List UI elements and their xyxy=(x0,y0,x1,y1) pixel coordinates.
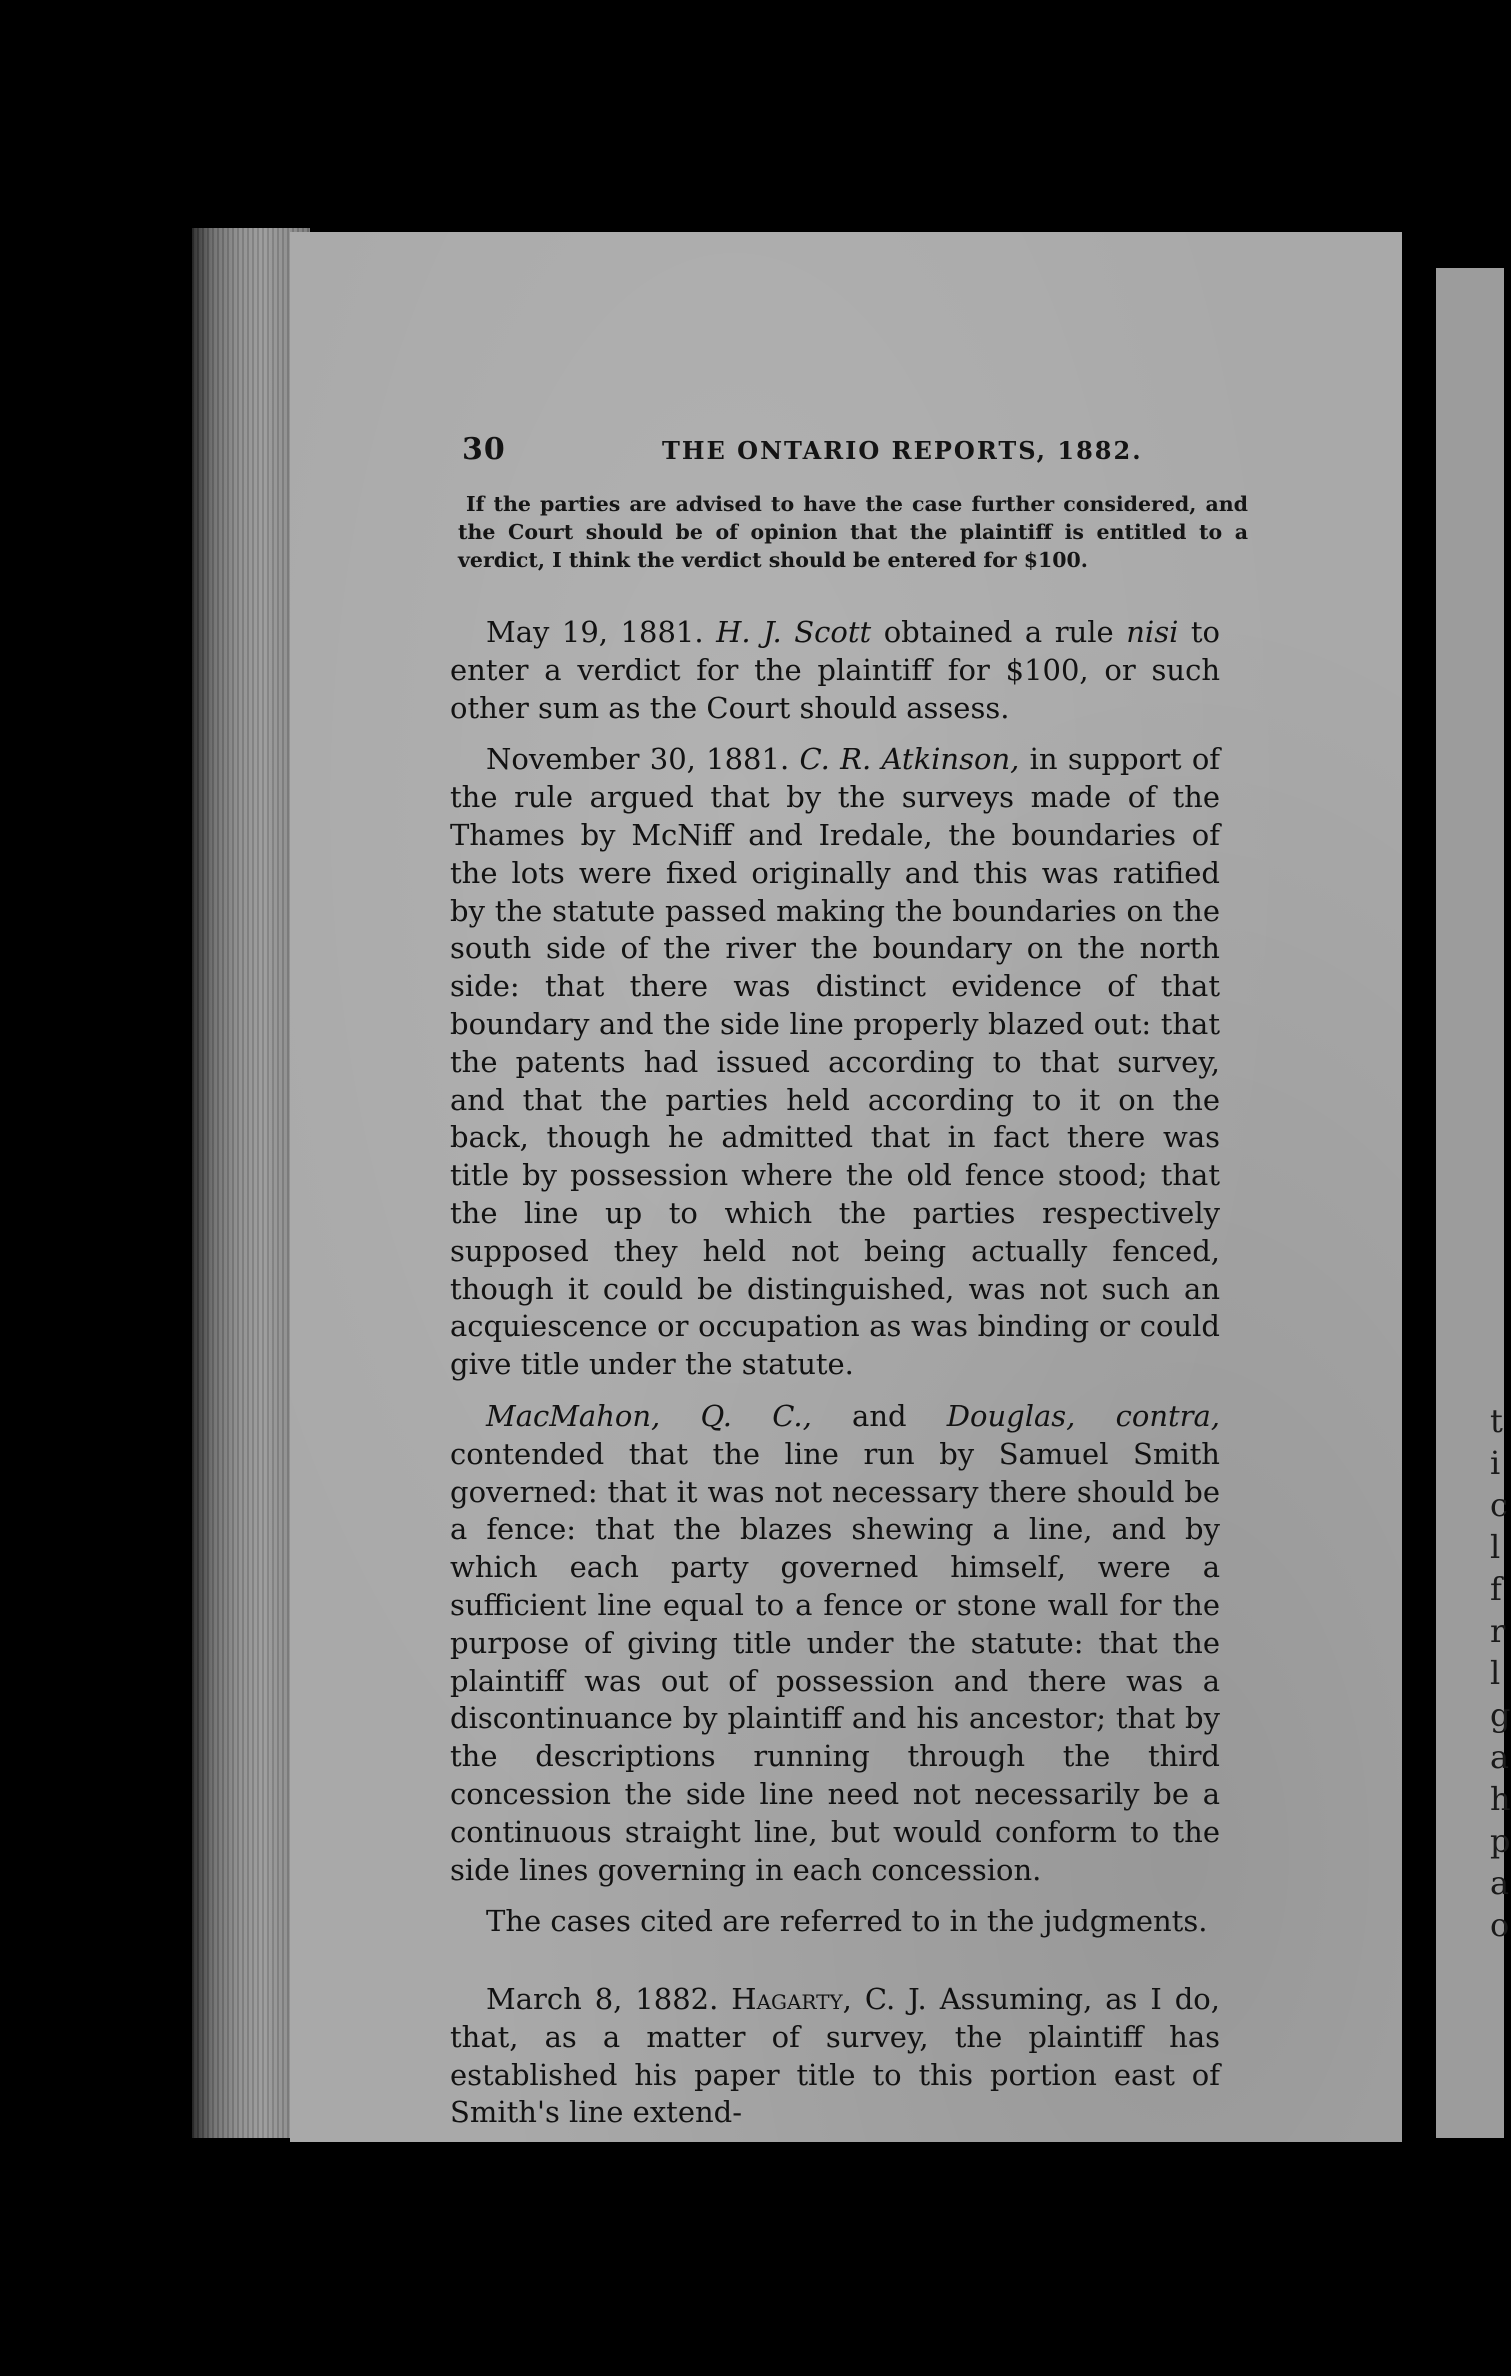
conjunction: and xyxy=(852,1398,907,1433)
paragraph-date: November 30, 1881. xyxy=(486,742,790,777)
counsel-name: H. J. Scott xyxy=(716,615,872,649)
judge-name: Hagarty, C. J. xyxy=(731,1982,927,2017)
paragraph-text: Assuming, as I do, that, as a matter of survey, the plaintiff has established his paper title to this portion east of Smith's line extend- xyxy=(450,1982,1220,2130)
running-head xyxy=(462,432,1242,472)
facing-letter: p xyxy=(1490,1822,1511,1860)
counsel-name: MacMahon, Q. C., xyxy=(486,1398,812,1433)
paragraph-date: May 19, 1881. xyxy=(486,615,704,649)
body-text xyxy=(450,614,1220,2132)
facing-letter: l xyxy=(1490,1654,1501,1692)
paragraph-argument-defendant xyxy=(450,1398,1220,1889)
contra-term: contra, xyxy=(1115,1398,1221,1433)
paragraph-text: to enter a verdict for the plaintiff for $100, or such other sum as the Court should assess. xyxy=(450,615,1221,725)
footnote: If the parties are advised to have the case further considered, and the Court should be of opinion that the plaintiff is entitled to a verdict, I think the verdict should be entered for $100. xyxy=(458,492,1248,572)
facing-letter: h xyxy=(1490,1780,1511,1818)
paragraph-argument-plaintiff xyxy=(450,741,1220,1384)
counsel-name: Douglas, xyxy=(946,1398,1076,1433)
facing-letter: o xyxy=(1490,1906,1510,1944)
facing-letter: r xyxy=(1490,1612,1506,1650)
facing-letter: c xyxy=(1490,1486,1508,1524)
running-title: THE ONTARIO REPORTS, 1882. xyxy=(662,436,1143,465)
facing-letter: a xyxy=(1490,1864,1510,1902)
facing-letter: t xyxy=(1490,1402,1503,1440)
paragraph-rule-nisi xyxy=(450,614,1220,727)
facing-letter: g xyxy=(1490,1696,1511,1734)
facing-letter: l xyxy=(1490,1528,1501,1566)
facing-letter: f xyxy=(1490,1570,1502,1608)
paragraph-judgment-start xyxy=(450,1981,1220,2132)
counsel-name: C. R. Atkinson, xyxy=(799,742,1020,777)
latin-term: nisi xyxy=(1126,615,1179,649)
paragraph-date: March 8, 1882. xyxy=(486,1982,719,2017)
paragraph-cases-cited: The cases cited are referred to in the judgments. xyxy=(486,1904,1208,1939)
facing-page-letters xyxy=(1490,1400,1510,1946)
paragraph-text: obtained a rule xyxy=(883,615,1114,649)
facing-letter: a xyxy=(1490,1738,1510,1776)
paragraph-text: contended that the line run by Samuel Smith governed: that it was not necessary there should be a fence: that the blazes shewing a line, and by which each party governed himself, were a sufficient line equal to a fence or stone wall for the purpose of giving title under the statute: that the plaintiff was out of possession and there was a discontinuance by plaintiff and his ancestor; that by the descriptions running through the third concession the side line need not necessarily be a continuous straight line, but would conform to the side lines governing in each concession. xyxy=(450,1436,1220,1887)
facing-letter: i xyxy=(1490,1444,1501,1482)
paragraph-text: in support of the rule argued that by the surveys made of the Thames by McNiff and Iredale, the boundaries of the lots were fixed originally and this was ratified by the statute passed making the boundaries on the south side of the river the boundary on the north side: that there was distinct evidence of that boundary and the side line properly blazed out: that the patents had issued according to that survey, and that the parties held according to it on the back, though he admitted that in fact there was title by possession where the old fence stood; that the line up to which the parties respectively supposed they held not being actually fenced, though it could be distinguished, was not such an acquiescence or occupation as was binding or could give title under the statute. xyxy=(450,742,1221,1382)
page-number: 30 xyxy=(462,432,506,467)
